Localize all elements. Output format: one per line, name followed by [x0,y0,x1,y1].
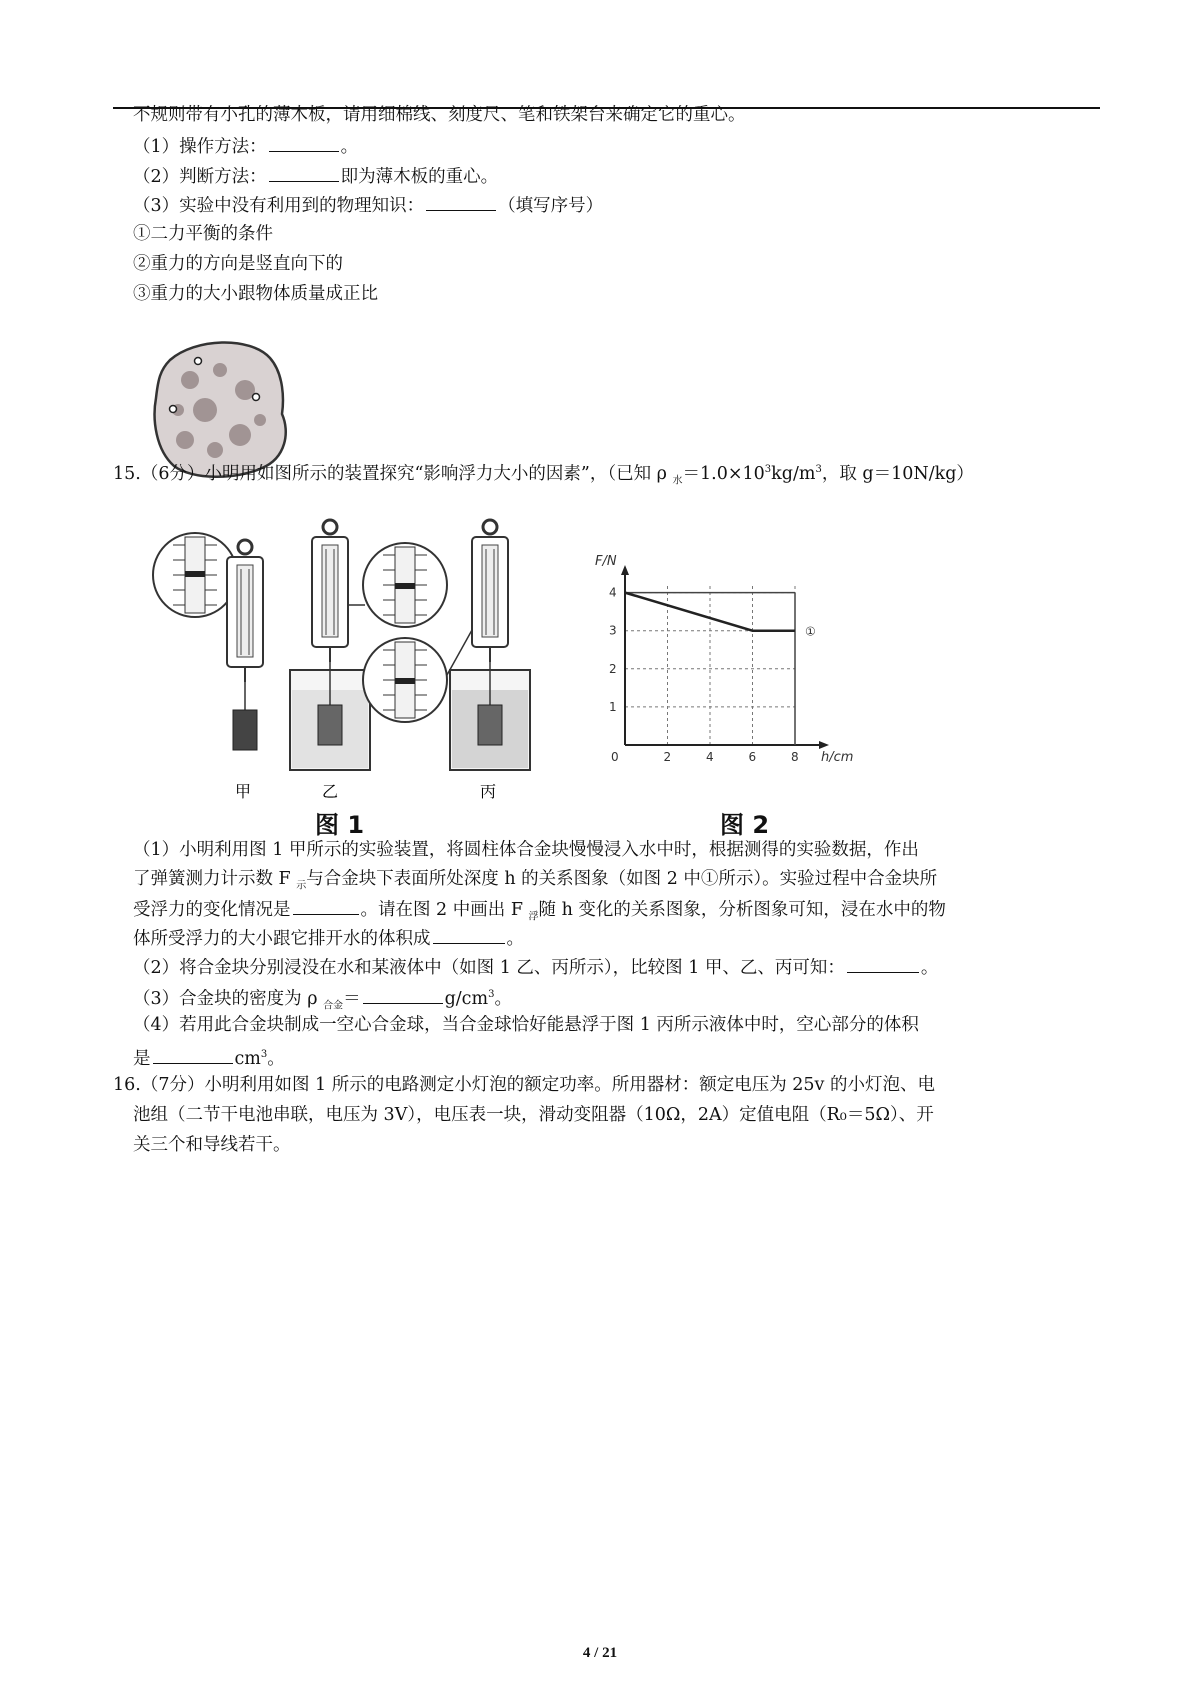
y-tick-label: 2 [609,661,617,676]
q16-line2: 池组（二节干电池串联，电压为 3V），电压表一块，滑动变阻器（10Ω，2A）定值电阻（R₀＝5Ω）、开 [133,1105,934,1125]
y-tick-label: 3 [609,623,617,638]
answer-blank[interactable] [293,896,359,915]
series-label: ① [805,624,816,639]
pointer-jia [185,571,205,577]
q14-option-2: ②重力的方向是竖直向下的 [133,254,343,274]
answer-blank[interactable] [426,192,496,211]
x-axis-arrow [819,741,829,749]
answer-blank[interactable] [269,163,339,182]
figure-1-spring-scales [150,535,580,875]
x-tick-label: 0 [611,750,619,764]
x-tick-label: 8 [791,750,799,764]
spring-scale-yi [312,520,348,662]
spring-scale-bing [472,520,508,662]
q14-option-1: ①二力平衡的条件 [133,224,273,244]
figure-2-chart [595,554,935,880]
hole-1 [195,358,202,365]
alloy-block-yi [318,705,342,745]
q14-option-3: ③重力的大小跟物体质量成正比 [133,284,378,304]
y-tick-label: 1 [609,699,617,714]
q15-s1-line2: 了弹簧测力计示数 F $_示$与合金块下表面所处深度 h 的关系图象（如图 2 中①所示）。实验过程中合金块所 [133,869,938,892]
label-yi: 乙 [322,782,339,801]
q15-s4-line2: 是 $cm^3$。 [133,1043,285,1071]
x-tick-label: 2 [663,750,672,764]
q15-s1-line1: （1）小明利用图 1 甲所示的实验装置，将圆柱体合金块慢慢浸入水中时，根据测得的实验数据，作出 [133,840,919,860]
q14-part3: （3）实验中没有利用到的物理知识： （填写序号） [133,192,603,218]
hole-3 [170,406,177,413]
q16-line1: 16.（7分）小明利用如图 1 所示的电路测定小灯泡的额定功率。所用器材：额定电压为 25v 的小灯泡、电 [113,1075,936,1095]
y-axis-arrow [621,565,629,575]
q14-part2: （2）判断方法： 即为薄木板的重心。 [133,163,498,189]
hole-2 [253,394,260,401]
figure-1-caption: 图 1 [315,811,365,839]
answer-blank[interactable] [269,133,339,152]
answer-blank[interactable] [847,954,919,973]
figure-2-caption: 图 2 [720,811,770,839]
q16-line3: 关三个和导线若干。 [133,1135,291,1155]
q15-stem: 15.（6分）小明用如图所示的装置探究“影响浮力大小的因素”，（已知 ρ $_水=1.0\times 10^3kg/m^3$，取 g＝10N/kg） [113,463,974,487]
y-tick-label: 4 [609,585,617,600]
q15-s3: （3）合金块的密度为 ρ $_{合金}= g/cm^3$。 [133,983,512,1018]
answer-blank[interactable] [153,1045,233,1064]
q14-part1: （1）操作方法： 。 [133,133,358,159]
alloy-block-jia [233,710,257,750]
spring-scale-jia [227,540,263,682]
page-number: 4 / 21 [582,1645,618,1661]
answer-blank[interactable] [433,925,505,944]
q15-s2: （2）将合金块分别浸没在水和某液体中（如图 1 乙、丙所示），比较图 1 甲、乙、丙可知： 。 [133,954,938,980]
y-axis-label: F/N [595,554,617,569]
q14-intro: 不规则带有小孔的薄木板，请用细棉线、刻度尺、笔和铁架台来确定它的重心。 [133,105,746,125]
q15-s1-line4: 体所受浮力的大小跟它排开水的体积成 。 [133,925,524,951]
label-jia: 甲 [235,782,252,801]
x-tick-label: 6 [748,750,757,764]
q15-s1-line3: 受浮力的变化情况是 。请在图 2 中画出 F $_浮$随 h 变化的关系图象，分析图象可知，浸在水中的物 [133,896,946,930]
q15-s4-line1: （4）若用此合金块制成一空心合金球，当合金球恰好能悬浮于图 1 丙所示液体中时，空心部分的体积 [133,1015,919,1035]
x-tick-label: 4 [706,750,714,764]
answer-blank[interactable] [363,985,443,1004]
alloy-block-bing [478,705,502,745]
label-bing: 丙 [480,782,497,801]
x-axis-label: h/cm [821,750,854,765]
